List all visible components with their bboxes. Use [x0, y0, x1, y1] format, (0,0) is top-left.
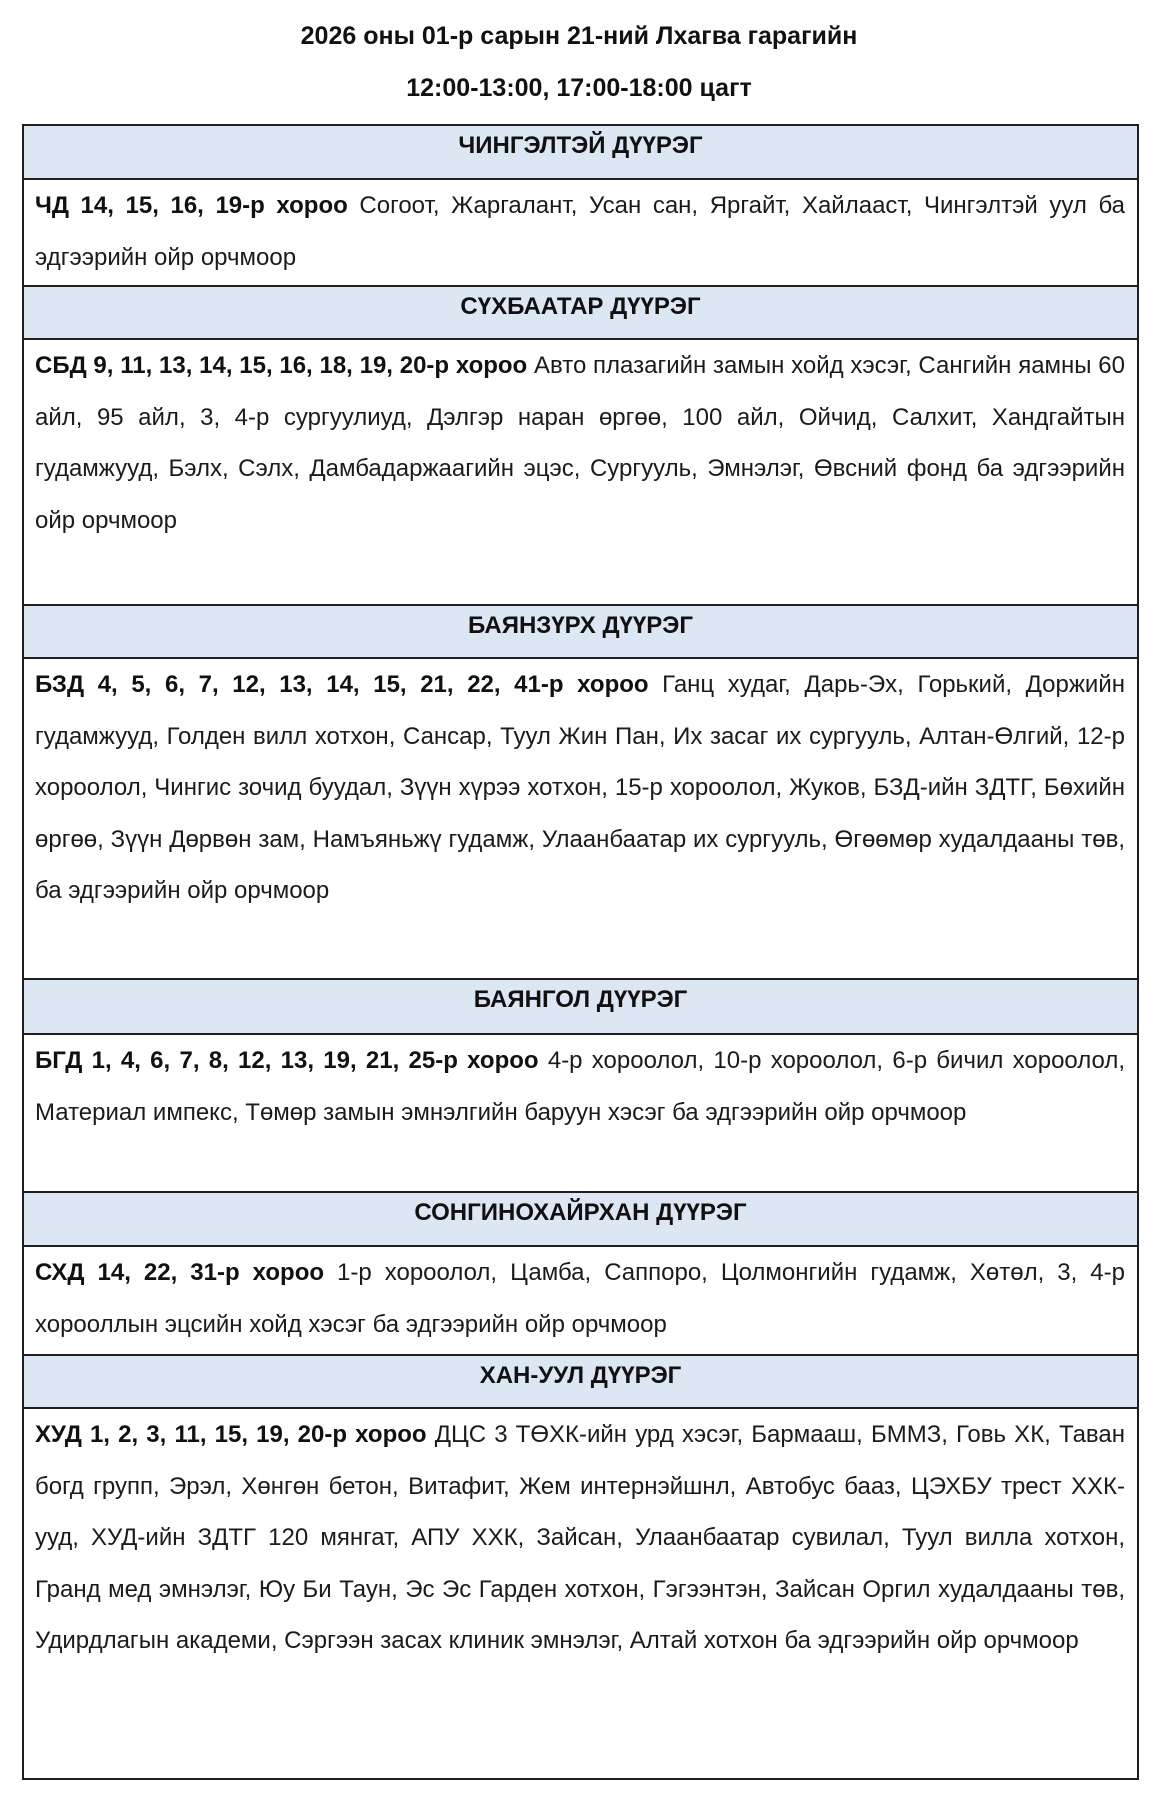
district-header-row — [23, 1192, 1138, 1246]
district-name: БАЯНЗҮРХ ДҮҮРЭГ — [468, 612, 693, 639]
district-header-row — [23, 605, 1138, 658]
district-detail — [23, 339, 1138, 605]
district-detail-row — [23, 1408, 1138, 1779]
district-detail — [23, 1408, 1138, 1779]
district-detail-row — [23, 658, 1138, 979]
district-detail — [23, 1246, 1138, 1355]
district-name: СҮХБААТАР ДҮҮРЭГ — [460, 293, 701, 320]
area-list: Авто плазагийн замын хойд хэсэг, Сангийн яамны 60 айл, 95 айл, 3, 4-р сургуулиуд, Дэлгэр наран өргөө, 100 айл, Ойчид, Салхит, Хандгайтын гудамжууд, Бэлх, Сэлх, Дамбадаржаагийн эцэс, Сургууль, Эмнэлэг, Өвсний фонд ба эдгээрийн ойр орчмоор — [35, 352, 1125, 534]
district-detail-row — [23, 179, 1138, 286]
district-detail — [23, 658, 1138, 979]
district-header-row — [23, 286, 1138, 339]
khoroo-list: БЗД 4, 5, 6, 7, 12, 13, 14, 15, 21, 22, 41-р хороо — [35, 671, 649, 698]
district-header — [23, 605, 1138, 658]
area-list: ДЦС 3 ТӨХК-ийн урд хэсэг, Бармааш, БММЗ, Говь ХК, Таван богд групп, Эрэл, Хөнгөн бетон, Витафит, Жем интернэйшнл, Автобус бааз, ЦЭХБУ трест ХХК-ууд, ХУД-ийн ЗДТГ 120 мянгат, АПУ ХХК, Зайсан, Улаанбаатар сувилал, Туул вилла хотхон, Гранд мед эмнэлэг, Юу Би Таун, Эс Эс Гарден хотхон, Гэгээнтэн, Зайсан Оргил худалдааны төв, Удирдлагын академи, Сэргээн засах клиник эмнэлэг, Алтай хотхон ба эдгээрийн ойр орчмоор — [35, 1421, 1125, 1654]
khoroo-list: СБД 9, 11, 13, 14, 15, 16, 18, 19, 20-р хороо — [35, 352, 528, 379]
district-detail — [23, 179, 1138, 286]
district-header — [23, 286, 1138, 339]
khoroo-list: ЧД 14, 15, 16, 19-р хороо — [35, 192, 348, 219]
district-header — [23, 979, 1138, 1034]
area-list: 4-р хороолол, 10-р хороолол, 6-р бичил хороолол, Материал импекс, Төмөр замын эмнэлгийн баруун хэсэг ба эдгээрийн ойр орчмоор — [35, 1047, 1126, 1126]
district-name: СОНГИНОХАЙРХАН ДҮҮРЭГ — [414, 1199, 747, 1226]
district-header-row — [23, 1355, 1138, 1408]
time-range: 12:00-13:00, 17:00-18:00 цагт — [406, 74, 752, 102]
khoroo-list: СХД 14, 22, 31-р хороо — [35, 1259, 325, 1286]
district-detail — [23, 1034, 1138, 1192]
document-title: 2026 оны 01-р сарын 21-ний Лхагва гарагийн — [300, 22, 858, 50]
area-list: Ганц худаг, Дарь-Эх, Горький, Доржийн гудамжууд, Голден вилл хотхон, Сансар, Туул Жин Пан, Их засаг их сургууль, Алтан-Өлгий, 12-р хороолол, Чингис зочид буудал, Зүүн хүрээ хотхон, 15-р хороолол, Жуков, БЗД-ийн ЗДТГ, Бөхийн өргөө, Зүүн Дөрвөн зам, Намъяньжү гудамж, Улаанбаатар их сургууль, Өгөөмөр худалдааны төв, ба эдгээрийн ойр орчмоор — [35, 671, 1125, 904]
district-header-row — [23, 125, 1138, 179]
district-name: ЧИНГЭЛТЭЙ ДҮҮРЭГ — [458, 132, 703, 159]
district-name: БАЯНГОЛ ДҮҮРЭГ — [473, 986, 688, 1013]
district-detail-row — [23, 339, 1138, 605]
khoroo-list: ХУД 1, 2, 3, 11, 15, 19, 20-р хороо — [35, 1421, 427, 1448]
district-header — [23, 1192, 1138, 1246]
schedule-table — [22, 124, 1139, 1780]
district-header — [23, 1355, 1138, 1408]
district-header — [23, 125, 1138, 179]
district-header-row — [23, 979, 1138, 1034]
district-detail-row — [23, 1034, 1138, 1192]
area-list: 1-р хороолол, Цамба, Саппоро, Цолмонгийн гудамж, Хөтөл, 3, 4-р хорооллын эцсийн хойд хэсэг ба эдгээрийн ойр орчмоор — [35, 1259, 1125, 1338]
district-name: ХАН-УУЛ ДҮҮРЭГ — [479, 1362, 682, 1389]
khoroo-list: БГД 1, 4, 6, 7, 8, 12, 13, 19, 21, 25-р хороо — [35, 1047, 539, 1074]
area-list: Согоот, Жаргалант, Усан сан, Яргайт, Хайлааст, Чингэлтэй уул ба эдгээрийн ойр орчмоор — [35, 192, 1126, 271]
district-detail-row — [23, 1246, 1138, 1355]
